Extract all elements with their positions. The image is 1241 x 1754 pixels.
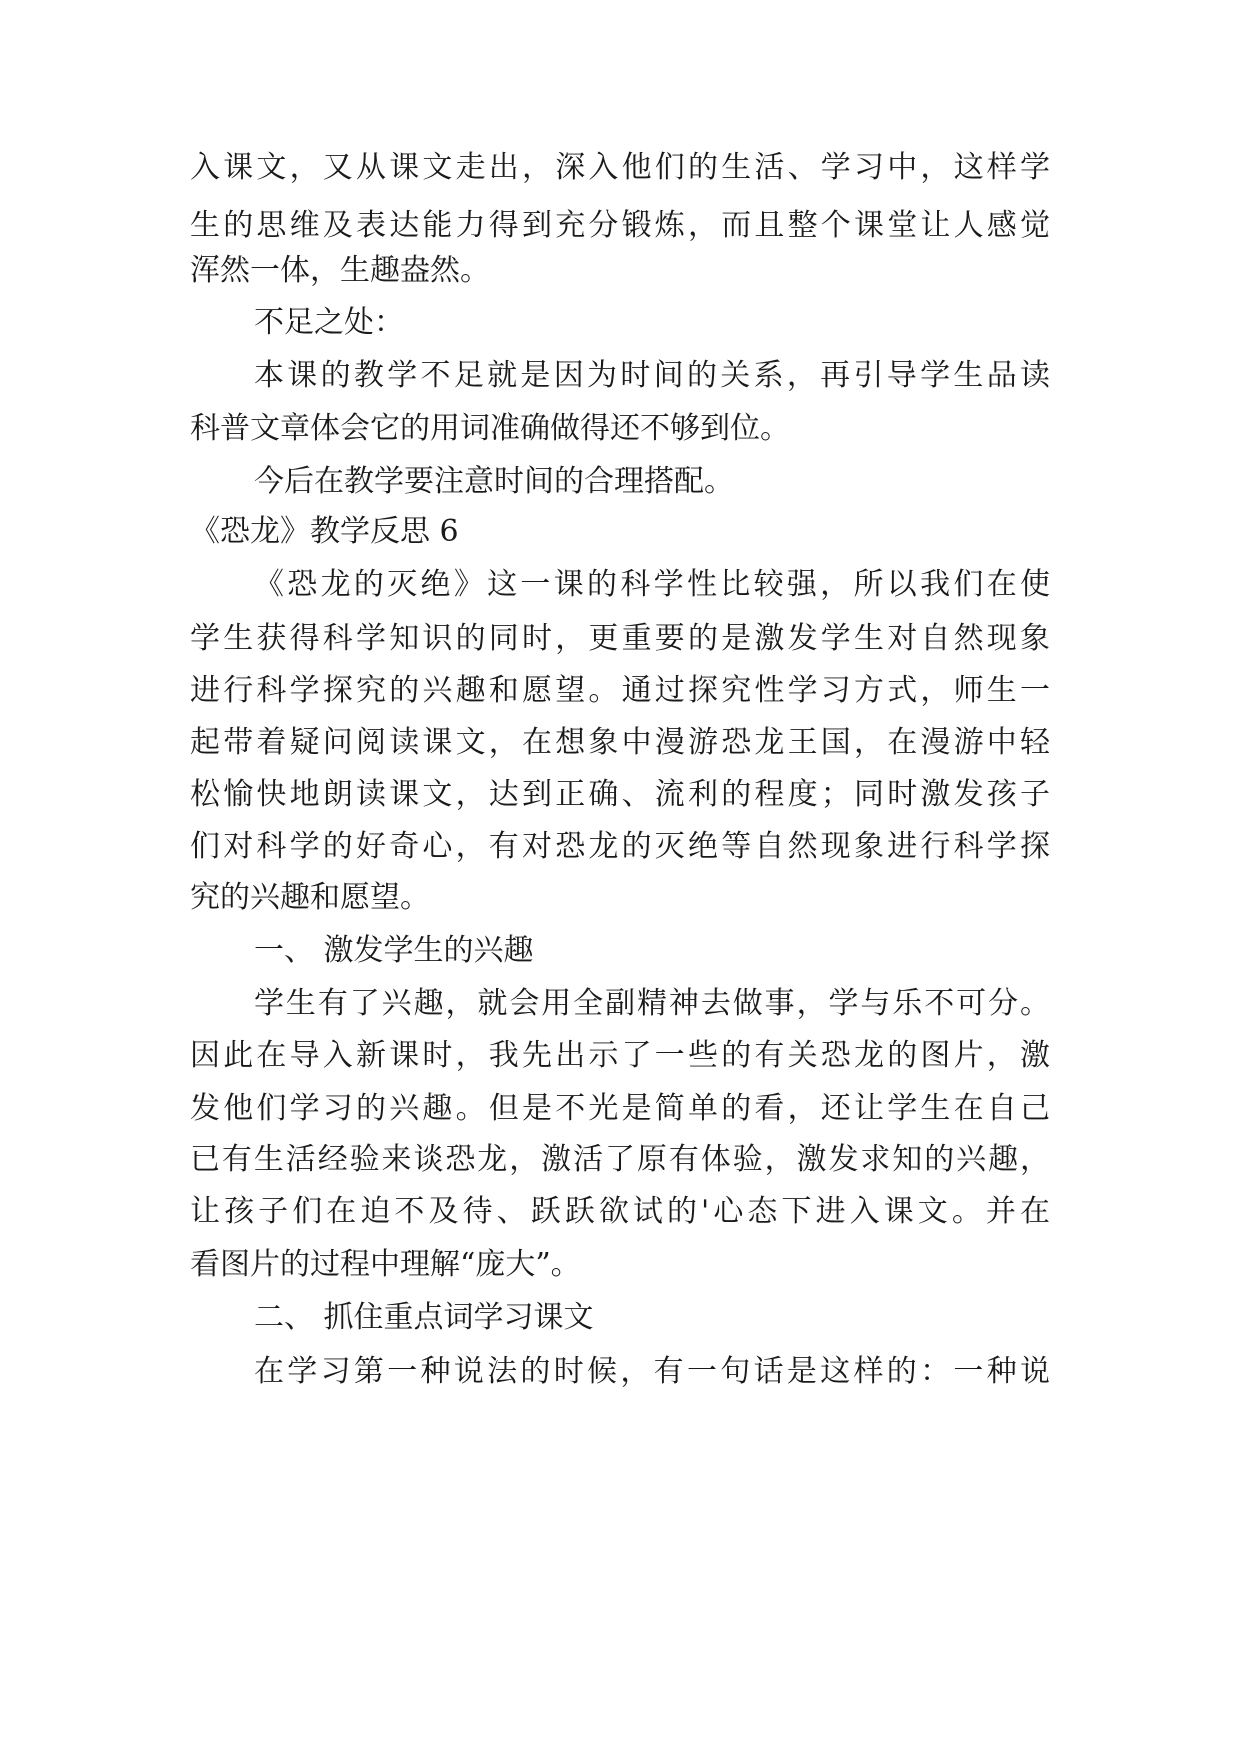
paragraph-line: 们对科学的好奇心，有对恐龙的灭绝等自然现象进行科学探 <box>190 829 1050 864</box>
paragraph-line: 已有生活经验来谈恐龙，激活了原有体验，激发求知的兴趣， <box>190 1142 1050 1177</box>
paragraph-line: 让孩子们在迫不及待、跃跃欲试的'心态下进入课文。并在 <box>190 1194 1050 1229</box>
subsection-heading: 二、 抓住重点词学习课文 <box>254 1300 594 1335</box>
paragraph-line: 生的思维及表达能力得到充分锻炼，而且整个课堂让人感觉 <box>190 208 1050 243</box>
paragraph-line: 起带着疑问阅读课文，在想象中漫游恐龙王国，在漫游中轻 <box>190 725 1050 760</box>
paragraph-line: 在学习第一种说法的时候，有一句话是这样的：一种说 <box>254 1354 1050 1389</box>
paragraph-line: 进行科学探究的兴趣和愿望。通过探究性学习方式，师生一 <box>190 673 1050 708</box>
paragraph-line: 看图片的过程中理解“庞大”。 <box>190 1247 581 1282</box>
section-title: 《恐龙》教学反思 6 <box>190 514 459 549</box>
paragraph-line: 因此在导入新课时，我先出示了一些的有关恐龙的图片，激 <box>190 1038 1050 1073</box>
subsection-heading: 一、 激发学生的兴趣 <box>254 933 534 968</box>
paragraph-line: 浑然一体，生趣盎然。 <box>190 253 490 288</box>
paragraph-line: 学生获得科学知识的同时，更重要的是激发学生对自然现象 <box>190 621 1050 656</box>
paragraph-line: 本课的教学不足就是因为时间的关系，再引导学生品读 <box>254 358 1050 393</box>
section-label: 不足之处： <box>254 305 404 340</box>
paragraph-line: 究的兴趣和愿望。 <box>190 880 430 915</box>
paragraph-line: 发他们学习的兴趣。但是不光是简单的看，还让学生在自己 <box>190 1091 1050 1126</box>
paragraph-line: 《恐龙的灭绝》这一课的科学性比较强，所以我们在使 <box>254 567 1050 602</box>
paragraph-line: 学生有了兴趣，就会用全副精神去做事，学与乐不可分。 <box>254 986 1050 1021</box>
paragraph-line: 科普文章体会它的用词准确做得还不够到位。 <box>190 411 790 446</box>
paragraph-line: 今后在教学要注意时间的合理搭配。 <box>254 464 734 499</box>
paragraph-line: 松愉快地朗读课文，达到正确、流利的程度；同时激发孩子 <box>190 777 1050 812</box>
paragraph-line: 入课文，又从课文走出，深入他们的生活、学习中，这样学 <box>190 150 1050 185</box>
